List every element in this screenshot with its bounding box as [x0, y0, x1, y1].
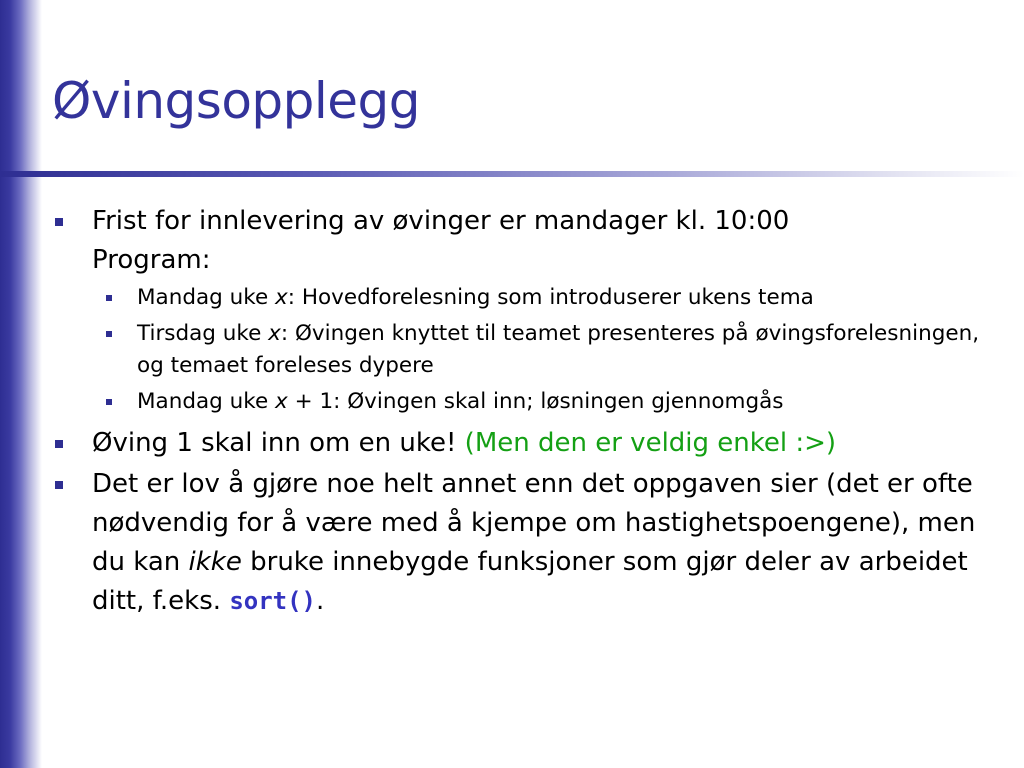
sub-item-tuesday-post: : Øvingen knyttet til teamet presenteres på øvingsforelesningen, og temaet foreleses dypere: [137, 321, 980, 378]
square-bullet-icon: [55, 218, 63, 226]
exercise-one-text: Øving 1 skal inn om en uke!: [92, 428, 465, 458]
bullet-item-deadline: [52, 202, 1002, 418]
sub-item-tuesday-pre: Tirsdag uke: [137, 321, 269, 346]
rules-text-part2: bruke innebygde funksjoner som gjør deler av arbeidet ditt, f.eks.: [92, 547, 968, 616]
sub-item-tuesday: [92, 318, 1002, 382]
square-bullet-icon: [55, 481, 63, 489]
bullet-list: [52, 202, 1002, 621]
square-bullet-icon: [106, 399, 112, 405]
sub-item-tuesday-var: x: [268, 321, 281, 346]
bullet-item-exercise-one: [52, 424, 1002, 463]
left-gradient-bar: [0, 0, 42, 768]
square-bullet-icon: [106, 331, 112, 337]
title-divider: [0, 171, 1024, 177]
rules-text-end: .: [316, 586, 325, 616]
program-sublist: [92, 282, 1002, 418]
sub-item-monday-pre: Mandag uke: [137, 285, 276, 310]
square-bullet-icon: [55, 440, 63, 448]
code-sort: sort(): [229, 587, 317, 615]
sub-item-monday-post: : Hovedforelesning som introduserer ukens tema: [287, 285, 814, 310]
sub-item-next-monday-post: + 1: Øvingen skal inn; løsningen gjennomgås: [287, 389, 784, 414]
deadline-text: Frist for innlevering av øvinger er mandager kl. 10:00: [92, 206, 790, 236]
program-label: Program:: [92, 245, 211, 275]
sub-item-next-monday-var: x: [275, 389, 288, 414]
sub-item-next-monday: [92, 386, 1002, 418]
sub-item-monday-var: x: [275, 285, 288, 310]
slide-title: Øvingsopplegg: [52, 72, 421, 130]
exercise-one-note: (Men den er veldig enkel :>): [464, 428, 837, 458]
bullet-item-rules: [52, 465, 1002, 621]
square-bullet-icon: [106, 295, 112, 301]
rules-text-part1: Det er lov å gjøre noe helt annet enn det oppgaven sier (det er ofte nødvendig for å være med å kjempe om hastighetspoengene), men du kan: [92, 469, 976, 577]
sub-item-next-monday-pre: Mandag uke: [137, 389, 276, 414]
sub-item-monday: [92, 282, 1002, 314]
slide-content: [52, 202, 1002, 623]
rules-text-emphasis: ikke: [188, 547, 242, 577]
